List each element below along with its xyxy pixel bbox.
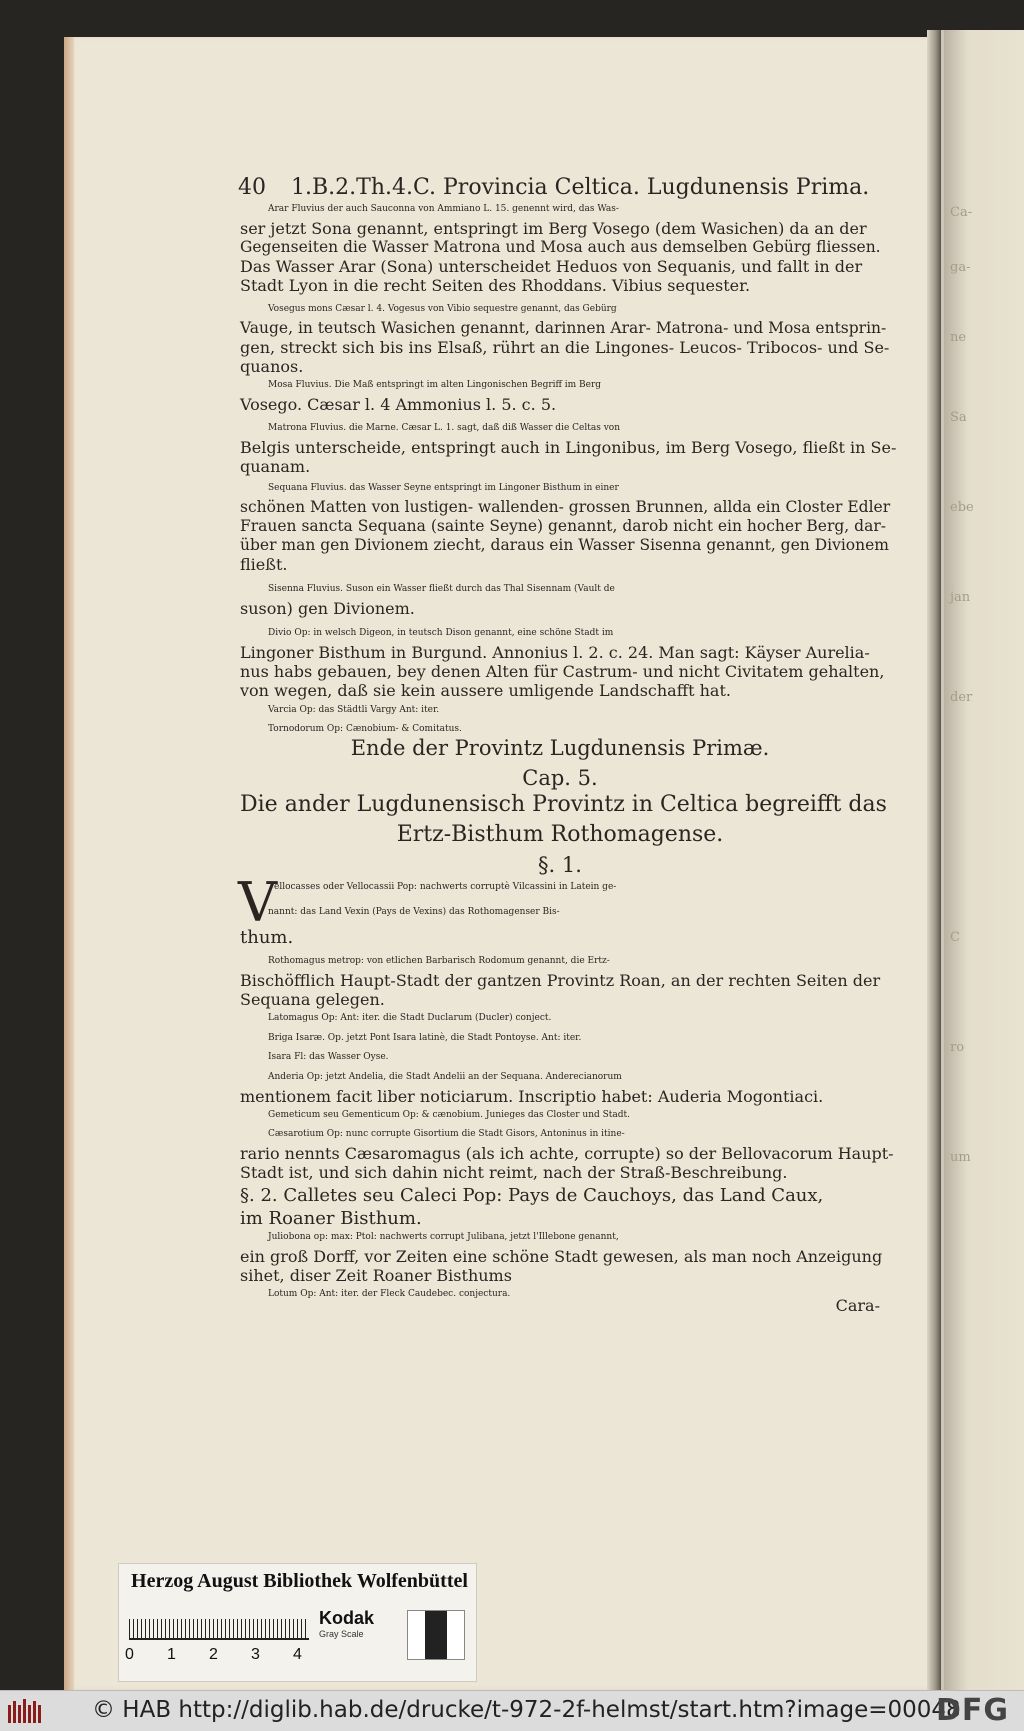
drop-capital: V (238, 871, 277, 934)
kodak-subtitle: Gray Scale (319, 1629, 364, 1639)
page-number: 40 (238, 175, 266, 200)
catchword: Cara- (835, 1296, 880, 1315)
text-line: Lingoner Bisthum in Burgund. Annonius l. 2. c. 24. Man sagt: Käyser Aurelia- (240, 643, 870, 662)
running-head-title: 1.B.2.Th.4.C. Provincia Celtica. Lugdunensis Prima. (291, 175, 870, 200)
section-text-line: ein groß Dorff, vor Zeiten eine schöne Stadt gewesen, als man noch Anzeigung (240, 1247, 883, 1266)
page-gutter (927, 30, 941, 1690)
text-line: von wegen, daß sie kein aussere umligende Landschafft hat. (240, 681, 731, 700)
section-text-line: Isara Fl: das Wasser Oyse. (268, 1052, 389, 1062)
kodak-label (319, 1608, 401, 1648)
section-1-heading: §. 1. (538, 853, 582, 877)
section-text-line: rario nennts Cæsaromagus (als ich achte, corrupte) so der Bellovacorum Haupt- (240, 1144, 894, 1163)
section-text-line: Juliobona op: max: Ptol: nachwerts corrupt Julibana, jetzt l'Illebone genannt, (268, 1232, 619, 1242)
gray-scale-patch (407, 1610, 465, 1660)
text-line: Sisenna Fluvius. Suson ein Wasser fließt durch das Thal Sisennam (Vault de (268, 584, 615, 594)
scale-number-1: 1 (167, 1646, 176, 1663)
section-text-line: §. 2. Calletes seu Caleci Pop: Pays de Cauchoys, das Land Caux, (240, 1185, 824, 1206)
scale-number-4: 4 (293, 1646, 302, 1663)
text-line: quanos. (240, 357, 304, 376)
chapter-title-line-2: Ertz-Bisthum Rothomagense. (396, 822, 724, 847)
text-line: Mosa Fluvius. Die Maß entspringt im alten Lingonischen Begriff im Berg (268, 380, 602, 390)
section-text-line: Lotum Op: Ant: iter. der Fleck Caudebec. conjectura. (268, 1289, 511, 1299)
section-text-line: Sequana gelegen. (240, 990, 385, 1009)
scale-number-3: 3 (251, 1646, 260, 1663)
section-text-line: Briga Isaræ. Op. jetzt Pont Isara latinè, die Stadt Pontoyse. Ant: iter. (268, 1033, 582, 1043)
text-line: quanam. (240, 457, 311, 476)
section-text-line: sihet, diser Zeit Roaner Bisthums (240, 1266, 512, 1285)
section-text-line: Gemeticum seu Gementicum Op: & cænobium. Junieges das Closter und Stadt. (268, 1110, 631, 1120)
text-line: Belgis unterscheide, entspringt auch in Lingonibus, im Berg Vosego, fließt in Se- (240, 438, 897, 457)
text-line: Vosego. Cæsar l. 4 Ammonius l. 5. c. 5. (240, 395, 557, 414)
section-text-line: Cæsarotium Op: nunc corrupte Gisortium die Stadt Gisors, Antoninus in itine- (268, 1129, 625, 1139)
text-line: Stadt Lyon in die recht Seiten des Rhoddans. Vibius sequester. (240, 276, 751, 295)
text-line: Vosegus mons Cæsar l. 4. Vogesus von Vibio sequestre genannt, das Gebürg (268, 304, 617, 314)
section-text-line: im Roaner Bisthum. (240, 1208, 422, 1229)
footer-bar (0, 1690, 1024, 1731)
section-text-line: thum. (240, 927, 294, 948)
text-line: über man gen Divionem ziecht, daraus ein Wasser Sisenna genannt, gen Divionem (240, 536, 889, 554)
text-line: Das Wasser Arar (Sona) unterscheidet Heduos von Sequanis, und fallt in der (240, 257, 863, 276)
kodak-brand: Kodak (319, 1608, 375, 1628)
section-text-line: ellocasses oder Vellocassii Pop: nachwerts corruptè Vilcassini in Latein ge- (274, 882, 617, 892)
text-line: Matrona Fluvius. die Marne. Cæsar L. 1. sagt, daß diß Wasser die Celtas von (268, 423, 620, 433)
footer-copyright-url: © HAB http://diglib.hab.de/drucke/t-972-2f-helmst/start.htm?image=00048 (92, 1697, 961, 1723)
text-line: Arar Fluvius der auch Sauconna von Ammiano L. 15. genennt wird, das Was- (268, 204, 619, 214)
chapter-heading: Cap. 5. (522, 766, 598, 790)
scale-ruler (129, 1606, 309, 1640)
scale-number-2: 2 (209, 1646, 218, 1663)
text-line: ser jetzt Sona genannt, entspringt im Berg Vosego (dem Wasichen) da an der (240, 219, 867, 238)
running-head (238, 175, 898, 200)
text-line: nus habs gebauen, bey denen Alten für Castrum- und nicht Civitatem gehalten, (240, 662, 885, 681)
text-line: Sequana Fluvius. das Wasser Seyne entspringt im Lingoner Bisthum in einer (268, 483, 619, 493)
text-line: Divio Op: in welsch Digeon, in teutsch Dison genannt, eine schöne Stadt im (268, 628, 614, 638)
chapter-title-line-1: Die ander Lugdunensisch Provintz in Celtica begreifft das (240, 792, 887, 817)
section-text-line: Rothomagus metrop: von etlichen Barbarisch Rodomum genannt, die Ertz- (268, 956, 610, 966)
text-line: gen, streckt sich bis ins Elsaß, rührt an die Lingones- Leucos- Tribocos- und Se- (240, 338, 890, 357)
library-name: Herzog August Bibliothek Wolfenbüttel (131, 1570, 468, 1592)
end-line: Ende der Provintz Lugdunensis Primæ. (350, 736, 770, 760)
facing-page: Ca- ga- ne Sa ebe jan der C ro um (944, 30, 1024, 1690)
section-text-line: Stadt ist, und sich dahin nicht reimt, nach der Straß-Beschreibung. (240, 1163, 788, 1182)
text-line: Tornodorum Op: Cænobium- & Comitatus. (268, 724, 462, 734)
text-line: Frauen sancta Sequana (sainte Seyne) genannt, darob nicht ein hocher Berg, dar- (240, 517, 886, 535)
text-line: suson) gen Divionem. (240, 599, 415, 618)
text-line: Gegenseiten die Wasser Matrona und Mosa auch aus demselben Gebürg fliessen. (240, 238, 881, 256)
text-line: Varcia Op: das Städtli Vargy Ant: iter. (268, 705, 440, 715)
section-text-line: mentionem facit liber noticiarum. Inscriptio habet: Auderia Mogontiaci. (240, 1087, 824, 1106)
text-line: fließt. (240, 555, 288, 574)
dfg-logo: DFG (936, 1693, 1010, 1728)
color-calibration-card (118, 1563, 477, 1682)
section-text-line: Anderia Op: jetzt Andelia, die Stadt Andelii an der Sequana. Anderecianorum (268, 1072, 622, 1082)
text-line: schönen Matten von lustigen- wallenden- grossen Brunnen, allda ein Closter Edler (240, 498, 891, 516)
text-line: Vauge, in teutsch Wasichen genannt, darinnen Arar- Matrona- und Mosa entsprin- (240, 319, 887, 337)
section-text-line: Latomagus Op: Ant: iter. die Stadt Duclarum (Ducler) conject. (268, 1013, 552, 1023)
section-text-line: Bischöfflich Haupt-Stadt der gantzen Provintz Roan, an der rechten Seiten der (240, 971, 881, 990)
section-text-line: nannt: das Land Vexin (Pays de Vexins) das Rothomagenser Bis- (268, 907, 560, 917)
library-logo-icon (6, 1697, 46, 1725)
scale-number-0: 0 (125, 1646, 134, 1663)
page-edge (64, 37, 74, 1690)
